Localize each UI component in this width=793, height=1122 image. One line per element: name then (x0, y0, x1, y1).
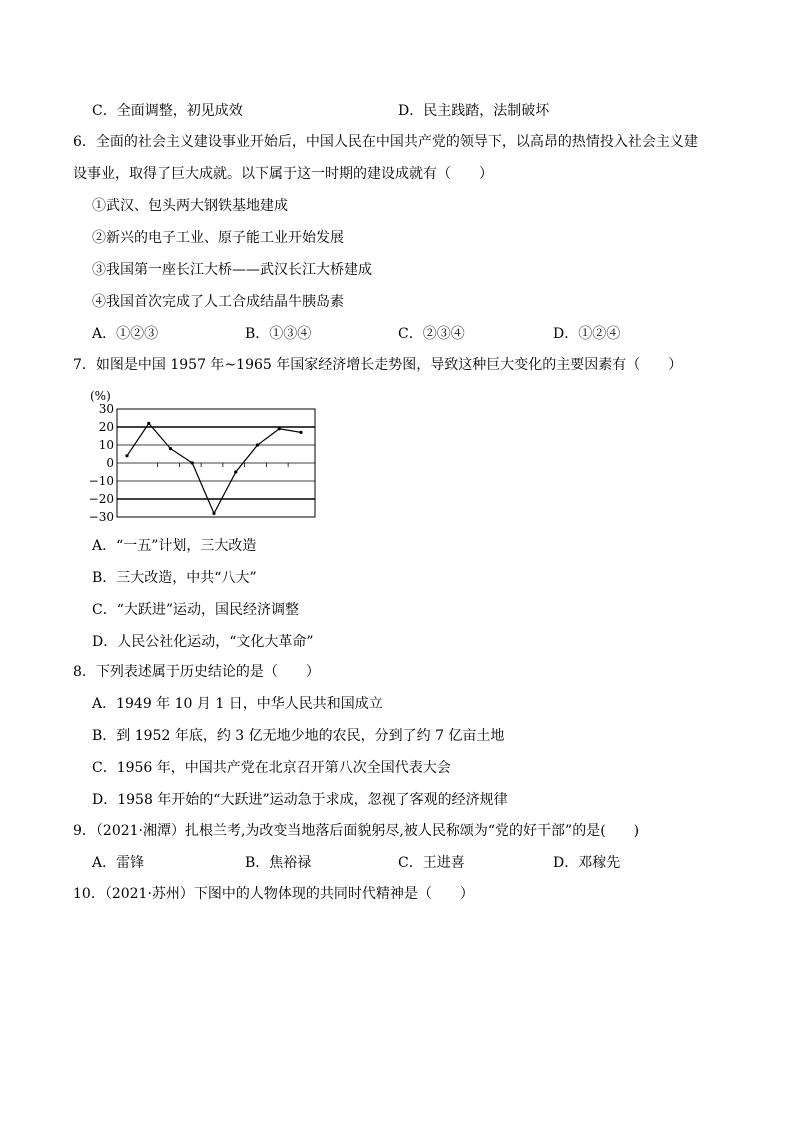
q8-option-d[interactable]: D．1958 年开始的“大跃进”运动急于求成，忽视了客观的经济规律 (92, 792, 508, 808)
chart-ytick-label: −10 (88, 474, 114, 488)
q6-item-3: ③我国第一座长江大桥——武汉长江大桥建成 (92, 262, 372, 278)
chart-unit-label: (%) (90, 389, 111, 403)
chart-data-point (191, 461, 194, 464)
q9-option-d[interactable]: D．邓稼先 (553, 855, 621, 871)
q8-option-c[interactable]: C．1956 年，中国共产党在北京召开第八次全国代表大会 (92, 760, 451, 776)
q6-option-a[interactable]: A．①②③ (92, 326, 159, 342)
q9-stem: 9．（2021·湘潭）扎根兰考,为改变当地落后面貌躬尽,被人民称颂为“党的好干部”的是( ) (73, 823, 640, 839)
q8-option-b[interactable]: B．到 1952 年底，约 3 亿无地少地的农民，分到了约 7 亿亩土地 (92, 728, 505, 744)
chart-ytick-label: 10 (98, 438, 114, 452)
q6-option-b[interactable]: B．①③④ (245, 326, 312, 342)
prev-option-c[interactable]: C．全面调整，初见成效 (92, 103, 243, 119)
chart-ytick-label: −20 (88, 492, 114, 506)
q7-option-a[interactable]: A．“一五”计划，三大改造 (92, 538, 257, 554)
q6-stem-line1: 6．全面的社会主义建设事业开始后，中国人民在中国共产党的领导下，以高昂的热情投入社会主义建 (73, 134, 698, 150)
chart-ytick-label: −30 (88, 510, 114, 524)
q6-option-c[interactable]: C．②③④ (398, 326, 465, 342)
q6-item-4: ④我国首次完成了人工合成结晶牛胰岛素 (92, 294, 344, 310)
q6-item-1: ①武汉、包头两大钢铁基地建成 (92, 198, 288, 214)
growth-line (127, 423, 301, 513)
q7-option-d[interactable]: D．人民公社化运动，“文化大革命” (92, 634, 314, 650)
q7-stem: 7．如图是中国 1957 年~1965 年国家经济增长走势图，导致这种巨大变化的主要因素有（ ） (73, 357, 683, 373)
q9-option-c[interactable]: C．王进喜 (398, 855, 465, 871)
q8-option-a[interactable]: A．1949 年 10 月 1 日，中华人民共和国成立 (92, 696, 383, 712)
q7-option-b[interactable]: B．三大改造，中共“八大” (92, 570, 257, 586)
economic-growth-chart (86, 384, 326, 524)
chart-data-point (125, 454, 128, 457)
q6-option-d[interactable]: D．①②④ (553, 326, 621, 342)
chart-ytick-label: 0 (106, 456, 114, 470)
chart-data-point (147, 422, 150, 425)
q6-stem-line2: 设事业，取得了巨大成就。以下属于这一时期的建设成就有（ ） (73, 166, 493, 182)
chart-data-point (299, 431, 302, 434)
chart-ytick-label: 30 (98, 402, 114, 416)
chart-ytick-label: 20 (98, 420, 114, 434)
q8-stem: 8．下列表述属于历史结论的是（ ） (73, 664, 320, 680)
q9-option-b[interactable]: B．焦裕禄 (245, 855, 312, 871)
chart-data-point (256, 443, 259, 446)
chart-data-point (212, 512, 215, 515)
chart-data-point (278, 427, 281, 430)
chart-data-point (234, 470, 237, 473)
q7-option-c[interactable]: C．“大跃进”运动，国民经济调整 (92, 602, 300, 618)
chart-data-point (169, 447, 172, 450)
prev-option-d[interactable]: D．民主践踏，法制破坏 (398, 103, 550, 119)
q6-item-2: ②新兴的电子工业、原子能工业开始发展 (92, 230, 344, 246)
q9-option-a[interactable]: A．雷锋 (92, 855, 145, 871)
q10-stem: 10．（2021·苏州）下图中的人物体现的共同时代精神是（ ） (73, 886, 474, 902)
